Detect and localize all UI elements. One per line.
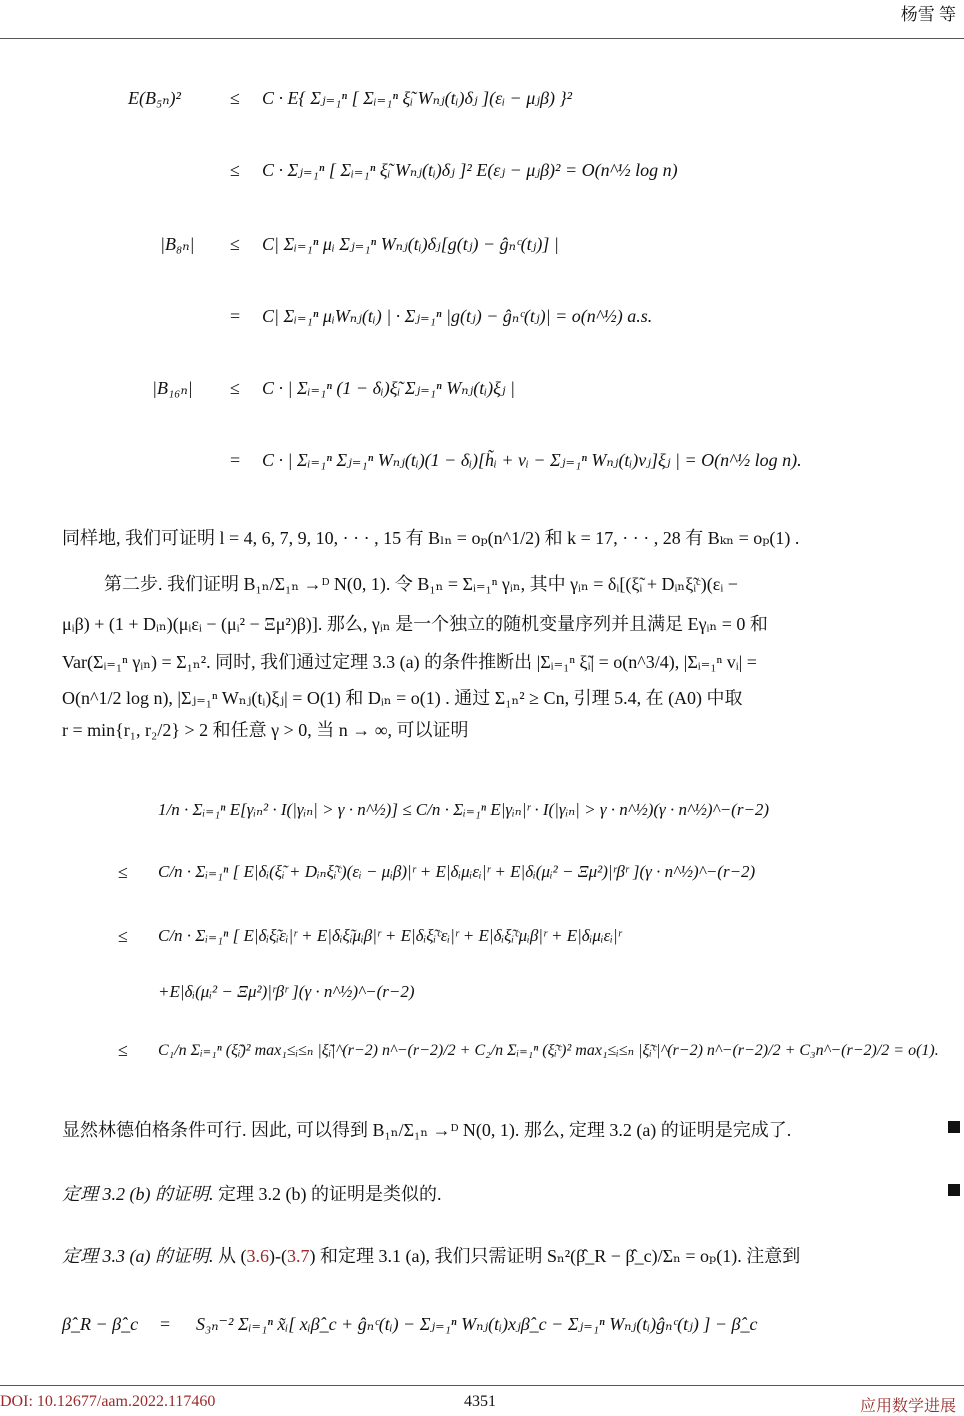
footer-doi[interactable]: DOI: 10.12677/aam.2022.117460 bbox=[0, 1393, 216, 1410]
footer-rule bbox=[0, 1385, 964, 1386]
eq-lindeberg-4: +E|δᵢ(μᵢ² − Ξμ²)|ʳβʳ ](γ · n^½)^−(r−2) bbox=[158, 982, 415, 1001]
eq-b8-rel2: = bbox=[230, 306, 241, 326]
eq-lindeberg-rel-5: ≤ bbox=[118, 1040, 128, 1060]
eq-b16-rel: ≤ bbox=[230, 378, 240, 398]
eq-b8-rel: ≤ bbox=[230, 234, 240, 254]
eq-b5-rel2: ≤ bbox=[230, 160, 240, 180]
footer-page-number: 4351 bbox=[464, 1393, 496, 1410]
equation-ref-3-7-link[interactable]: 3.7 bbox=[286, 1246, 310, 1266]
eq-lindeberg-rel-2: ≤ bbox=[118, 862, 128, 882]
eq-final-lhs: β̂_R − β̂_c bbox=[62, 1314, 139, 1334]
paragraph-2-line-2: μᵢβ) + (1 + Dᵢₙ)(μᵢεᵢ − (μᵢ² − Ξμ²)β)]. 那么, γᵢₙ 是一个独立的随机变量序列并且满足 Eγᵢₙ = 0 和 bbox=[62, 614, 768, 634]
paragraph-2-line-3: Var(Σᵢ₌₁ⁿ γᵢₙ) = Σ₁ₙ². 同时, 我们通过定理 3.3 (a) 的条件推断出 |Σᵢ₌₁ⁿ ξ̃ᵢ| = o(n^3/4), |Σᵢ₌₁ⁿ vᵢ| = bbox=[62, 652, 757, 672]
paragraph-2-line-5: r = min{r₁, r₂/2} > 2 和任意 γ > 0, 当 n → ∞, 可以证明 bbox=[62, 720, 469, 740]
qed-box-1 bbox=[948, 1121, 960, 1133]
eq-b16-rhs1: C · | Σᵢ₌₁ⁿ (1 − δᵢ)ξ̃ᵢ Σⱼ₌₁ⁿ Wₙⱼ(tᵢ)ξⱼ | bbox=[262, 378, 516, 398]
eq-b8-lhs: |B₈ₙ| bbox=[160, 234, 195, 254]
proof-3-2-b-body: 定理 3.2 (b) 的证明是类似的. bbox=[218, 1184, 442, 1204]
eq-b5-lhs: E(B₅ₙ)² bbox=[128, 88, 181, 108]
header-author: 杨雪 等 bbox=[900, 5, 956, 24]
eq-b5-rhs2: C · Σⱼ₌₁ⁿ [ Σᵢ₌₁ⁿ ξ̃ᵢ Wₙⱼ(tᵢ)δⱼ ]² E(εⱼ − μⱼβ)² = O(n^½ log n) bbox=[262, 160, 678, 180]
eq-final-rhs: S₃ₙ⁻² Σᵢ₌₁ⁿ x̃ᵢ[ xᵢβ̂_c + ĝₙᶜ(tᵢ) − Σⱼ₌₁ⁿ Wₙⱼ(tᵢ)xⱼβ̂_c − Σⱼ₌₁ⁿ Wₙⱼ(tᵢ)ĝₙᶜ(tⱼ) ] − β̂_c bbox=[196, 1314, 758, 1334]
paragraph-2-line-4: O(n^1/2 log n), |Σⱼ₌₁ⁿ Wₙⱼ(tᵢ)ξⱼ| = O(1) 和 Dᵢₙ = o(1) . 通过 Σ₁ₙ² ≥ Cn, 引理 5.4, 在 (A0) 中取 bbox=[62, 688, 743, 708]
proof-3-3-a-text-a: 从 ( bbox=[218, 1246, 247, 1266]
eq-b8-rhs1: C| Σᵢ₌₁ⁿ μᵢ Σⱼ₌₁ⁿ Wₙⱼ(tᵢ)δⱼ[g(tⱼ) − ĝₙᶜ(tⱼ)] | bbox=[262, 234, 559, 254]
proof-3-3-a-text-mid: )-( bbox=[269, 1246, 287, 1266]
eq-lindeberg-3: C/n · Σᵢ₌₁ⁿ [ E|δᵢξ̃ᵢεᵢ|ʳ + E|δᵢξ̃ᵢμᵢβ|ʳ + E|δᵢξ̃ᵢᶜεᵢ|ʳ + E|δᵢξ̃ᵢᶜμᵢβ|ʳ + E|δᵢμᵢεᵢ|ʳ bbox=[158, 926, 622, 945]
footer-journal[interactable]: 应用数学进展 bbox=[859, 1398, 956, 1415]
eq-lindeberg-1: 1/n · Σᵢ₌₁ⁿ E[γᵢₙ² · I(|γᵢₙ| > γ · n^½)] ≤ C/n · Σᵢ₌₁ⁿ E|γᵢₙ|ʳ · I(|γᵢₙ| > γ · n^½)(γ · n^½)^−(r−2) bbox=[158, 800, 770, 819]
eq-b16-rel2: = bbox=[230, 450, 241, 470]
eq-final-rel: = bbox=[160, 1314, 171, 1334]
paragraph-1: 同样地, 我们可证明 l = 4, 6, 7, 9, 10, · · · , 15 有 Bₗₙ = oₚ(n^1/2) 和 k = 17, · · · , 28 有 Bₖₙ = oₚ(1) . bbox=[62, 528, 800, 548]
eq-b5-rel: ≤ bbox=[230, 88, 240, 108]
paragraph-2-line-1: 第二步. 我们证明 B₁ₙ/Σ₁ₙ →ᴰ N(0, 1). 令 B₁ₙ = Σᵢ₌₁ⁿ γᵢₙ, 其中 γᵢₙ = δᵢ[(ξ̃ᵢ + Dᵢₙξ̃ᵢᶜ)(εᵢ − bbox=[104, 574, 738, 594]
proof-3-3-a-heading: 定理 3.3 (a) 的证明. bbox=[62, 1246, 214, 1266]
eq-b5-rhs1: C · E{ Σⱼ₌₁ⁿ [ Σᵢ₌₁ⁿ ξ̃ᵢ Wₙⱼ(tᵢ)δⱼ ](εᵢ − μⱼβ) }² bbox=[262, 88, 573, 108]
eq-lindeberg-rel-3: ≤ bbox=[118, 926, 128, 946]
proof-3-2-b-heading: 定理 3.2 (b) 的证明. bbox=[62, 1184, 214, 1204]
header-rule bbox=[0, 38, 964, 39]
eq-b8-rhs2: C| Σᵢ₌₁ⁿ μᵢWₙⱼ(tᵢ) | · Σⱼ₌₁ⁿ |g(tⱼ) − ĝₙᶜ(tⱼ)| = o(n^½) a.s. bbox=[262, 306, 653, 326]
qed-box-2 bbox=[948, 1184, 960, 1196]
eq-lindeberg-5: C₁/n Σᵢ₌₁ⁿ (ξ̃ᵢ)² max₁≤ᵢ≤ₙ |ξ̃ᵢ|^(r−2) n^−(r−2)/2 + C₂/n Σᵢ₌₁ⁿ (ξ̃ᵢᶜ)² max₁≤ᵢ≤ₙ |ξ̃ᵢᶜ|^(r−2) n^−(r−2)/2 + C₃n^−(r−2)/2 = o(1). bbox=[158, 1042, 939, 1059]
paragraph-3: 显然林德伯格条件可行. 因此, 可以得到 B₁ₙ/Σ₁ₙ →ᴰ N(0, 1). 那么, 定理 3.2 (a) 的证明是完成了. bbox=[62, 1120, 792, 1140]
equation-ref-3-6-link[interactable]: 3.6 bbox=[246, 1246, 269, 1266]
proof-3-3-a bbox=[62, 1242, 800, 1268]
eq-b16-rhs2: C · | Σᵢ₌₁ⁿ Σⱼ₌₁ⁿ Wₙⱼ(tᵢ)(1 − δᵢ)[h̃ᵢ + vᵢ − Σⱼ₌₁ⁿ Wₙⱼ(tᵢ)vⱼ]ξⱼ | = O(n^½ log n). bbox=[262, 450, 802, 470]
eq-lindeberg-2: C/n · Σᵢ₌₁ⁿ [ E|δᵢ(ξ̃ᵢ + Dᵢₙξ̃ᵢᶜ)(εᵢ − μᵢβ)|ʳ + E|δᵢμᵢεᵢ|ʳ + E|δᵢ(μᵢ² − Ξμ²)|ʳβʳ ](γ · n^½)^−(r−2) bbox=[158, 862, 756, 881]
proof-3-2-b bbox=[62, 1180, 442, 1206]
proof-3-3-a-text-b: ) 和定理 3.1 (a), 我们只需证明 Sₙ²(β̂_R − β̂_c)/Σₙ = oₚ(1). 注意到 bbox=[309, 1246, 801, 1266]
eq-b16-lhs: |B₁₆ₙ| bbox=[152, 378, 193, 398]
